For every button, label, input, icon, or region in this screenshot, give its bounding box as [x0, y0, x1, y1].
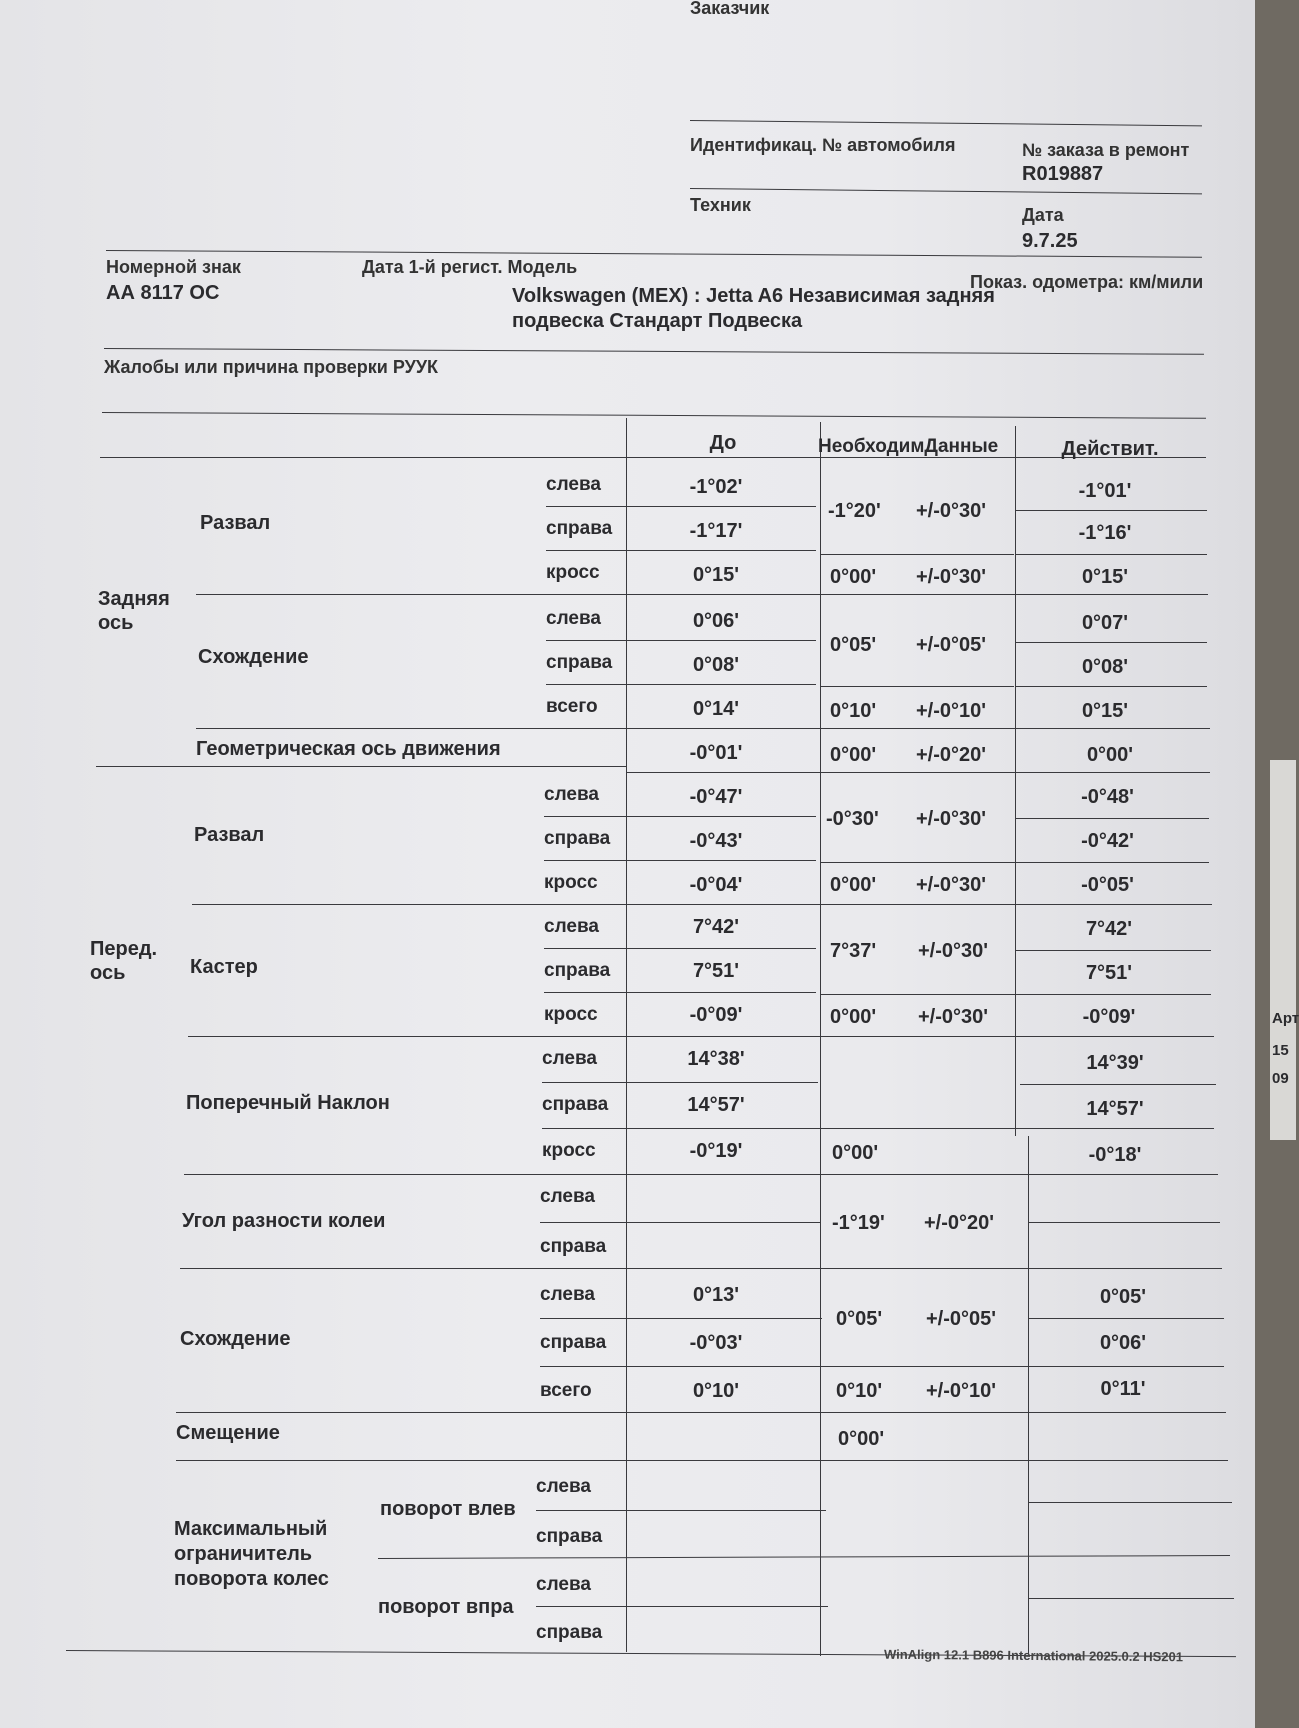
- caster-cross-before: -0°09': [689, 1004, 743, 1026]
- front-toe-total-before: 0°10': [692, 1380, 740, 1402]
- rear-toe-left-actual: 0°07': [1081, 612, 1129, 634]
- caster-left-actual: 7°42': [1085, 918, 1133, 940]
- front-toe-tol: +/-0°05': [926, 1308, 997, 1330]
- steer-right-right: справа: [536, 1622, 603, 1643]
- front-toe-total-tol: +/-0°10': [926, 1380, 997, 1402]
- sai-cross: кросс: [542, 1140, 596, 1161]
- customer-line: [690, 120, 1202, 126]
- sai-name: Поперечный Наклон: [186, 1092, 390, 1114]
- rule: [1028, 1502, 1232, 1503]
- rear-toe-right-before: 0°08': [692, 654, 740, 676]
- front-camber-cross-before: -0°04': [689, 874, 743, 896]
- complaint-label: Жалобы или причина проверки РУУК: [104, 357, 439, 377]
- front-camber-tol: +/-0°30': [916, 808, 987, 830]
- rule: [540, 1222, 820, 1223]
- rule: [546, 684, 816, 685]
- rear-toe-right: справа: [546, 652, 613, 673]
- caster-tol: +/-0°30': [918, 940, 989, 962]
- steer-left-left: слева: [536, 1476, 591, 1497]
- edge-text-c: 09: [1272, 1070, 1289, 1087]
- thrust-angle-tol: +/-0°20': [916, 744, 987, 766]
- rule: [1015, 554, 1207, 555]
- rule: [196, 728, 1210, 729]
- caster-cross-actual: -0°09': [1082, 1006, 1136, 1028]
- caster-cross: кросс: [544, 1004, 598, 1025]
- column-actual: Действит.: [1061, 438, 1159, 460]
- model-line-2: подвеска Стандарт Подвеска: [512, 310, 803, 332]
- front-camber-right-before: -0°43': [689, 830, 743, 852]
- rear-axle-label-2: ось: [98, 612, 134, 634]
- rule: [1028, 1598, 1234, 1599]
- front-toe-total-spec: 0°10': [836, 1380, 883, 1402]
- max-steer-line1: Максимальный: [174, 1518, 328, 1540]
- background-sheet: [1270, 760, 1299, 1140]
- rule: [378, 1555, 1230, 1559]
- model-divider: [104, 348, 1204, 355]
- model-line-1: Volkswagen (MEX) : Jetta A6 Независимая задняя: [512, 285, 995, 307]
- sai-right: справа: [542, 1094, 609, 1115]
- caster-left: слева: [544, 916, 599, 937]
- rear-toe-name: Схождение: [198, 646, 309, 668]
- toe-out-right: справа: [540, 1236, 607, 1257]
- toe-out-left: слева: [540, 1186, 595, 1207]
- rule: [96, 766, 626, 767]
- front-axle-label: Перед.: [90, 938, 158, 960]
- rule: [1015, 950, 1211, 951]
- rule: [1015, 686, 1207, 687]
- caster-cross-spec: 0°00': [830, 1006, 877, 1028]
- front-camber-cross-actual: -0°05': [1081, 874, 1134, 896]
- col-before-left: [626, 418, 627, 1652]
- thrust-angle-spec: 0°00': [830, 744, 877, 766]
- rule: [544, 948, 816, 949]
- front-toe-total: всего: [540, 1380, 592, 1401]
- order-value: R019887: [1022, 163, 1104, 185]
- caster-left-before: 7°42': [692, 916, 740, 938]
- front-camber-left: слева: [544, 784, 599, 805]
- rule: [536, 1606, 828, 1607]
- caster-name: Кастер: [190, 956, 258, 978]
- rear-camber-cross-actual: 0°15': [1081, 566, 1129, 588]
- date-label: Дата: [1022, 205, 1064, 225]
- caster-right: справа: [544, 960, 611, 981]
- sai-left-before: 14°38': [687, 1048, 745, 1070]
- rule: [196, 594, 1208, 595]
- front-toe-left: слева: [540, 1284, 595, 1305]
- steer-left-right: справа: [536, 1526, 603, 1547]
- front-toe-right-actual: 0°06': [1099, 1332, 1147, 1354]
- rule: [536, 1510, 826, 1511]
- setback-name: Смещение: [176, 1422, 280, 1444]
- front-camber-cross-spec: 0°00': [830, 874, 877, 896]
- front-toe-left-before: 0°13': [692, 1284, 740, 1306]
- technician-label: Техник: [690, 195, 751, 215]
- rule: [192, 904, 1212, 905]
- rule: [626, 772, 1210, 773]
- front-camber-right-actual: -0°42': [1081, 830, 1134, 852]
- rule: [1028, 1318, 1224, 1319]
- rear-toe-left-before: 0°06': [692, 610, 740, 632]
- toe-out-spec: -1°19': [832, 1212, 885, 1234]
- rear-camber-cross-spec: 0°00': [830, 566, 877, 588]
- rule: [1015, 862, 1209, 863]
- max-steer-line2: ограничитель: [174, 1543, 313, 1565]
- column-before: До: [709, 432, 737, 454]
- thrust-angle-before: -0°01': [689, 742, 743, 764]
- front-camber-left-actual: -0°48': [1081, 786, 1134, 808]
- front-toe-total-actual: 0°11': [1100, 1378, 1146, 1400]
- sai-right-actual: 14°57': [1086, 1098, 1144, 1120]
- front-toe-left-actual: 0°05': [1099, 1286, 1147, 1308]
- rule: [546, 550, 816, 551]
- rear-toe-total: всего: [546, 696, 598, 717]
- customer-label: Заказчик: [690, 0, 770, 18]
- rear-toe-right-actual: 0°08': [1081, 656, 1129, 678]
- rule: [540, 1318, 822, 1319]
- rule: [176, 1412, 1226, 1413]
- rear-camber-left-before: -1°02': [689, 476, 743, 498]
- front-toe-right: справа: [540, 1332, 607, 1353]
- front-camber-right: справа: [544, 828, 611, 849]
- order-label: № заказа в ремонт: [1022, 140, 1190, 160]
- rule: [542, 1128, 1214, 1129]
- rule: [544, 992, 816, 993]
- front-toe-right-before: -0°03': [689, 1332, 743, 1354]
- rear-camber-cross: кросс: [546, 562, 600, 583]
- thrust-angle-actual: 0°00': [1086, 744, 1134, 766]
- front-camber-cross-tol: +/-0°30': [916, 874, 987, 896]
- rule: [540, 1366, 1224, 1367]
- toe-out-name: Угол разности колеи: [182, 1210, 386, 1232]
- software-footer: WinAlign 12.1 B896 International 2025.0.2 HS201: [883, 1646, 1184, 1665]
- rear-toe-tol: +/-0°05': [916, 634, 987, 656]
- rule: [544, 816, 816, 817]
- rule: [176, 1460, 1228, 1461]
- complaint-line: [102, 412, 1206, 419]
- rear-toe-total-tol: +/-0°10': [916, 700, 987, 722]
- rear-camber-tol: +/-0°30': [916, 500, 987, 522]
- rule: [820, 686, 1014, 687]
- rule: [180, 1268, 1222, 1269]
- rule: [820, 994, 1016, 995]
- rear-camber-left: слева: [546, 474, 601, 495]
- date-value: 9.7.25: [1022, 230, 1078, 252]
- rule: [1015, 818, 1209, 819]
- sai-cross-spec: 0°00': [832, 1142, 879, 1164]
- edge-text-b: 15: [1272, 1042, 1289, 1059]
- col-required-left: [820, 422, 821, 1656]
- rule: [544, 860, 816, 861]
- caster-spec: 7°37': [830, 940, 877, 962]
- plate-value: АА 8117 ОС: [106, 282, 220, 304]
- rule: [1015, 994, 1211, 995]
- vin-line: [690, 188, 1202, 194]
- rear-toe-total-actual: 0°15': [1081, 700, 1129, 722]
- thrust-angle-name: Геометрическая ось движения: [196, 738, 501, 760]
- rear-toe-total-spec: 0°10': [830, 700, 877, 722]
- vin-label: Идентификац. № автомобиля: [690, 135, 956, 155]
- sai-right-before: 14°57': [687, 1094, 745, 1116]
- rear-axle-label: Задняя: [98, 588, 170, 610]
- rear-camber-left-actual: -1°01': [1078, 480, 1132, 502]
- rule: [1015, 510, 1207, 511]
- rear-camber-right-actual: -1°16': [1078, 522, 1132, 544]
- front-camber-spec: -0°30': [826, 808, 879, 830]
- rear-camber-cross-before: 0°15': [692, 564, 740, 586]
- rear-camber-right: справа: [546, 518, 613, 539]
- sai-left: слева: [542, 1048, 597, 1069]
- caster-cross-tol: +/-0°30': [918, 1006, 989, 1028]
- odometer-label: Показ. одометра: км/мили: [970, 272, 1204, 292]
- turn-right-label: поворот впра: [378, 1596, 514, 1618]
- rear-camber-cross-tol: +/-0°30': [916, 566, 987, 588]
- sai-cross-before: -0°19': [689, 1140, 743, 1162]
- rule: [184, 1174, 1218, 1175]
- setback-spec: 0°00': [838, 1428, 885, 1450]
- rear-toe-spec: 0°05': [830, 634, 877, 656]
- sai-left-actual: 14°39': [1086, 1052, 1144, 1074]
- front-toe-name: Схождение: [180, 1328, 291, 1350]
- rule: [542, 1082, 818, 1083]
- rule: [188, 1036, 1214, 1037]
- front-camber-left-before: -0°47': [689, 786, 743, 808]
- steer-right-left: слева: [536, 1574, 591, 1595]
- rear-camber-spec: -1°20': [828, 500, 881, 522]
- column-required: НеобходимДанные: [818, 436, 999, 457]
- rear-camber-name: Развал: [200, 512, 271, 534]
- front-toe-spec: 0°05': [836, 1308, 883, 1330]
- rule: [820, 862, 1016, 863]
- front-camber-name: Развал: [194, 824, 265, 846]
- toe-out-tol: +/-0°20': [924, 1212, 995, 1234]
- sai-cross-actual: -0°18': [1088, 1144, 1142, 1166]
- max-steer-line3: поворота колес: [174, 1568, 329, 1590]
- turn-left-label: поворот влев: [380, 1498, 516, 1520]
- edge-text-a: Арт: [1272, 1010, 1299, 1027]
- rule: [1015, 642, 1207, 643]
- plate-label: Номерной знак: [106, 257, 241, 277]
- rule: [546, 506, 816, 507]
- front-camber-cross: кросс: [544, 872, 598, 893]
- rule: [1020, 1084, 1216, 1085]
- rule: [1028, 1222, 1220, 1223]
- caster-right-before: 7°51': [692, 960, 740, 982]
- rear-toe-left: слева: [546, 608, 601, 629]
- front-axle-label-2: ось: [90, 962, 126, 984]
- caster-right-actual: 7°51': [1085, 962, 1133, 984]
- reg-model-label: Дата 1-й регист. Модель: [362, 257, 578, 277]
- rear-camber-right-before: -1°17': [689, 520, 743, 542]
- rule: [546, 640, 816, 641]
- rear-toe-total-before: 0°14': [692, 698, 740, 720]
- rule: [820, 554, 1014, 555]
